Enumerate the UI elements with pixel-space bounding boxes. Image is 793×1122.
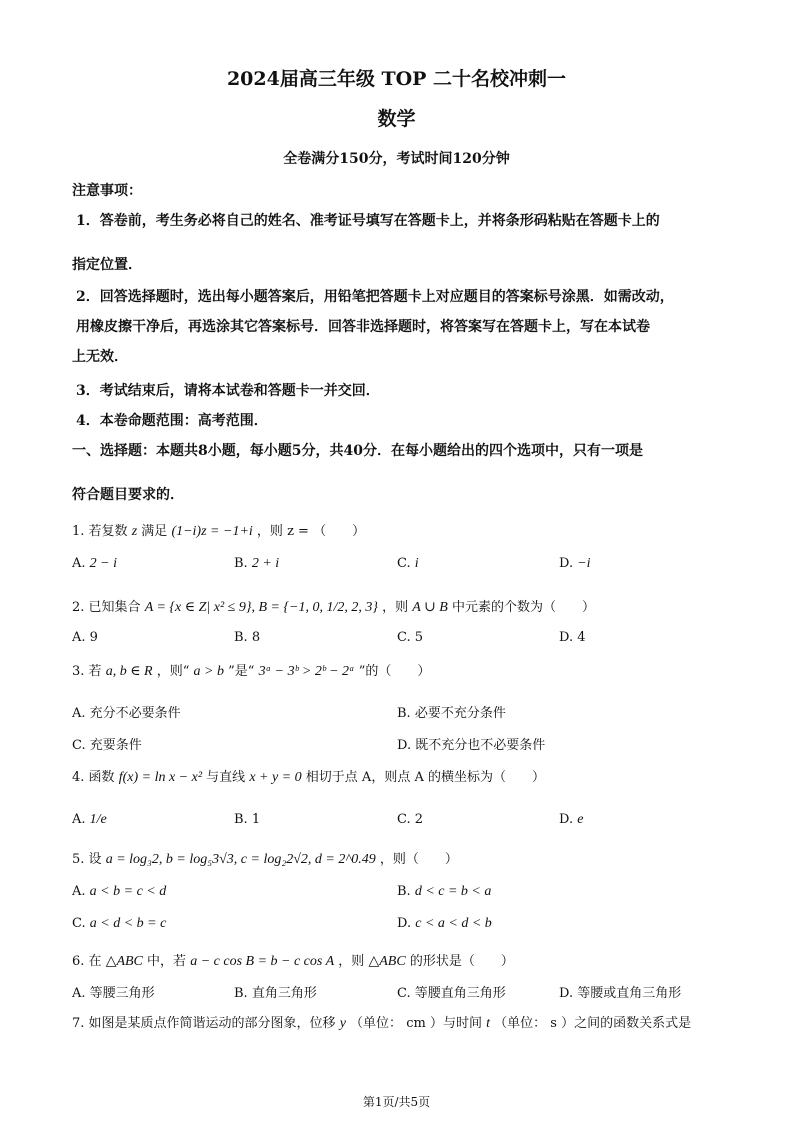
q4-option-b: B. 1 bbox=[234, 812, 261, 827]
q4-option-d-value: e bbox=[577, 812, 584, 827]
q1-option-d-value: −i bbox=[577, 556, 591, 571]
q2-sets: A = {x ∈ Z| x² ≤ 9}, B = {−1, 0, 1/2, 2, 3} bbox=[144, 600, 378, 615]
q4-line: x + y = 0 bbox=[249, 770, 302, 785]
note-2-line-1: 2．回答选择题时，选出每小题答案后，用铅笔把答题卡上对应题目的答案标号涂黑．如需改动， bbox=[76, 289, 674, 305]
q7-y: y bbox=[339, 1016, 346, 1031]
q3-option-c: C. 充要条件 bbox=[72, 738, 142, 753]
q3-mid2: ”是“ bbox=[228, 664, 255, 679]
q4-option-c: C. 2 bbox=[397, 812, 424, 827]
q1-var: z bbox=[131, 524, 138, 539]
q4-option-a: A. 1/e bbox=[72, 812, 107, 827]
q6-option-b: B. 直角三角形 bbox=[234, 986, 317, 1001]
q3-q: 3ᵃ − 3ᵇ > 2ᵇ − 2ᵃ bbox=[258, 664, 355, 679]
q6-tri-2: △ABC bbox=[368, 954, 406, 969]
note-1-line-1: 1．答卷前，考生务必将自己的姓名、准考证号填写在答题卡上，并将条形码粘贴在答题卡上的 bbox=[76, 213, 660, 229]
note-2-line-2: 用橡皮擦干净后，再选涂其它答案标号．回答非选择题时，将答案写在答题卡上，写在本试卷 bbox=[76, 319, 650, 335]
q1-ask: z = （ ） bbox=[287, 524, 366, 539]
q7-t: t bbox=[486, 1016, 490, 1031]
q7-text-3: ）与时间 bbox=[429, 1016, 482, 1031]
section-1-heading-line-2: 符合题目要求的． bbox=[72, 487, 184, 503]
note-2-line-3: 上无效． bbox=[72, 349, 128, 365]
q4-ask: 相切于点 A，则点 A 的横坐标为（ ） bbox=[305, 770, 545, 785]
q5-option-c: C. a < d < b = c bbox=[72, 916, 167, 931]
section-1-heading-line-1: 一、选择题：本题共8小题，每小题5分，共40分．在每小题给出的四个选项中，只有一项是 bbox=[72, 443, 643, 459]
exam-title: 2024届高三年级 TOP 二十名校冲刺一 bbox=[226, 68, 567, 90]
q1-option-a-value: 2 − i bbox=[89, 556, 118, 571]
q1-option-b-value: 2 + i bbox=[251, 556, 280, 571]
q7-text-1: 7. 如图是某质点作简谐运动的部分图象，位移 bbox=[72, 1016, 336, 1031]
q5-option-a-value: a < b = c < d bbox=[89, 884, 167, 899]
q2-prefix: 2. 已知集合 bbox=[72, 600, 141, 615]
question-5 bbox=[72, 848, 458, 868]
q6-tri: △ABC bbox=[105, 954, 143, 969]
q5-option-d-value: c < a < d < b bbox=[415, 916, 492, 931]
note-4: 4．本卷命题范围：高考范围． bbox=[76, 413, 268, 429]
q1-option-a: A. 2 − i bbox=[72, 556, 118, 571]
question-2 bbox=[72, 596, 595, 616]
note-3: 3．考试结束后，请将本试卷和答题卡一并交回． bbox=[76, 383, 380, 399]
q2-option-a: A. 9 bbox=[72, 630, 98, 645]
q5-option-a: A. a < b = c < d bbox=[72, 884, 167, 899]
q3-option-b: B. 必要不充分条件 bbox=[397, 706, 506, 721]
q4-func: f(x) = ln x − x² bbox=[118, 770, 203, 785]
notes-heading: 注意事项： bbox=[72, 183, 142, 199]
q1-option-b: B. 2 + i bbox=[234, 556, 280, 571]
q5-prefix: 5. 设 bbox=[72, 852, 102, 867]
q3-option-d: D. 既不充分也不必要条件 bbox=[397, 738, 546, 753]
q5-option-c-value: a < d < b = c bbox=[89, 916, 167, 931]
q3-p: a > b bbox=[193, 664, 224, 679]
q3-prefix: 3. 若 bbox=[72, 664, 102, 679]
q2-option-d: D. 4 bbox=[559, 630, 586, 645]
question-1 bbox=[72, 520, 365, 540]
exam-subject: 数学 bbox=[377, 108, 416, 130]
q6-option-d: D. 等腰或直角三角形 bbox=[559, 986, 682, 1001]
q2-option-c: C. 5 bbox=[397, 630, 424, 645]
q7-text-5: ）之间的函数关系式是 bbox=[561, 1016, 692, 1031]
q3-ask: ”的（ ） bbox=[358, 664, 431, 679]
q3-cond: a, b ∈ R bbox=[105, 664, 153, 679]
question-3 bbox=[72, 660, 430, 680]
q7-text-2: （单位： bbox=[350, 1016, 403, 1031]
exam-info: 全卷满分150分，考试时间120分钟 bbox=[283, 151, 510, 167]
q4-mid: 与直线 bbox=[206, 770, 246, 785]
q1-option-d: D. −i bbox=[559, 556, 591, 571]
q1-option-c: C. i bbox=[397, 556, 419, 571]
q6-option-a: A. 等腰三角形 bbox=[72, 986, 155, 1001]
q7-unit-cm: cm bbox=[406, 1016, 426, 1031]
note-1-line-2: 指定位置． bbox=[72, 257, 142, 273]
q2-ask: 中元素的个数为（ ） bbox=[452, 600, 596, 615]
q1-mid: 满足 bbox=[141, 524, 168, 539]
q1-option-c-value: i bbox=[414, 556, 419, 571]
q5-option-b: B. d < c = b < a bbox=[397, 884, 492, 899]
q2-expr: A ∪ B bbox=[412, 600, 448, 615]
page-footer: 第1页/共5页 bbox=[362, 1095, 431, 1109]
q3-option-a: A. 充分不必要条件 bbox=[72, 706, 181, 721]
q4-prefix: 4. 函数 bbox=[72, 770, 115, 785]
q1-suffix: ，则 bbox=[256, 524, 283, 539]
q5-defs: a = log₃2, b = log₅3√3, c = log₂2√2, d = 2^0.49 bbox=[105, 852, 376, 867]
q6-mid2: ，则 bbox=[338, 954, 365, 969]
q5-option-d: D. c < a < d < b bbox=[397, 916, 492, 931]
q7-text-4: （单位： bbox=[494, 1016, 547, 1031]
q6-cond: a − c cos B = b − c cos A bbox=[190, 954, 335, 969]
q6-option-c: C. 等腰直角三角形 bbox=[397, 986, 506, 1001]
q4-option-d: D. e bbox=[559, 812, 584, 827]
q1-prefix: 1. 若复数 bbox=[72, 524, 128, 539]
q7-unit-s: s bbox=[550, 1016, 557, 1031]
q5-option-b-value: d < c = b < a bbox=[414, 884, 492, 899]
question-7 bbox=[72, 1012, 691, 1032]
q6-prefix: 6. 在 bbox=[72, 954, 102, 969]
question-6 bbox=[72, 950, 514, 970]
q3-mid1: ，则“ bbox=[156, 664, 190, 679]
q2-option-b: B. 8 bbox=[234, 630, 261, 645]
q4-option-a-value: 1/e bbox=[89, 812, 107, 827]
q6-ask: 的形状是（ ） bbox=[409, 954, 514, 969]
q1-equation: (1−i)z = −1+i bbox=[171, 524, 253, 539]
q2-suffix: ，则 bbox=[382, 600, 409, 615]
q6-mid: 中，若 bbox=[147, 954, 187, 969]
q5-ask: ，则（ ） bbox=[379, 852, 458, 867]
question-4 bbox=[72, 766, 545, 786]
